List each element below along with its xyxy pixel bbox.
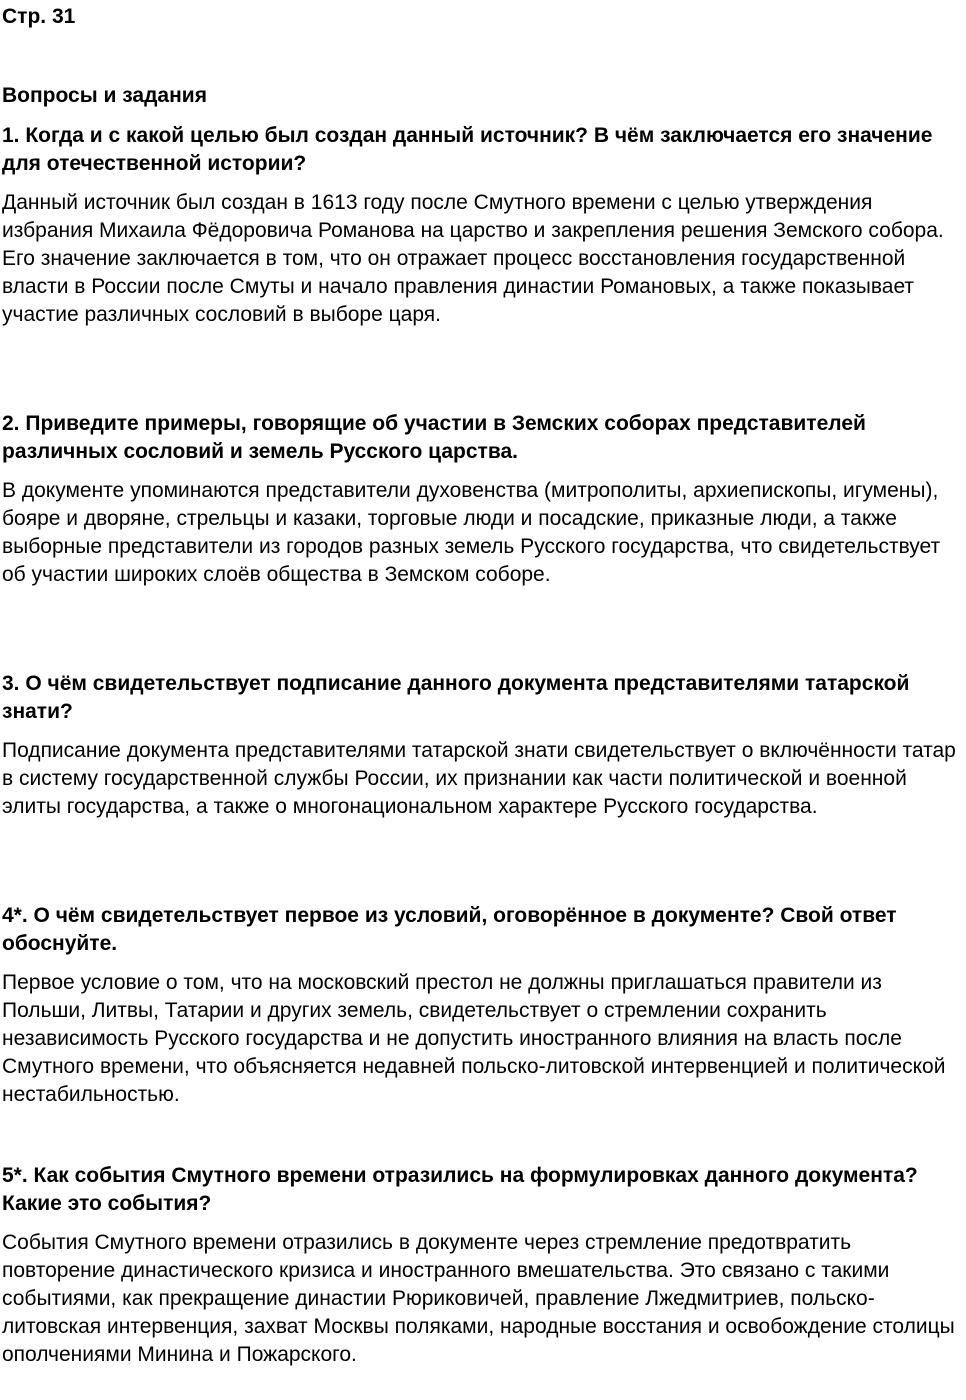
answer-4: Первое условие о том, что на московский престол не должны приглашаться правители из Польши, Литвы, Татарии и других земель, свидетельствует о стремлении сохранить независимость Русского государства и не допустить иностранного влияния на власть после Смутного времени, что объясняется недавней польско-литовской интервенцией и политической нестабильностью.: [2, 971, 946, 1106]
section-title: Вопросы и задания: [2, 84, 207, 107]
question-5: 5*. Как события Смутного времени отразились на формулировках данного документа? Какие это события?: [2, 1164, 918, 1215]
qa-block-1: [2, 122, 966, 329]
answer-2: В документе упоминаются представители духовенства (митрополиты, архиепископы, игумены), бояре и дворяне, стрельцы и казаки, торговые люди и посадские, приказные люди, а также выборные представители из городов разных земель Русского государства, что свидетельствует об участии широких слоёв общества в Земском соборе.: [2, 479, 941, 586]
answer-3: Подписание документа представителями татарской знати свидетельствует о включённости татар в систему государственной службы России, их признании как части политической и военной элиты государства, а также о многонациональном характере Русского государства.: [2, 739, 956, 818]
page-number: Стр. 31: [2, 5, 76, 28]
qa-block-4: [2, 902, 966, 1109]
qa-block-3: [2, 670, 966, 821]
question-3: 3. О чём свидетельствует подписание данного документа представителями татарской знати?: [2, 672, 910, 723]
answer-5: События Смутного времени отразились в документе через стремление предотвратить повторение династического кризиса и иностранного вмешательства. Это связано с такими событиями, как прекращение династии Рюриковичей, правление Лжедмитриев, польско-литовская интервенция, захват Москвы поляками, народные восстания и освобождение столицы ополчениями Минина и Пожарского.: [2, 1231, 955, 1366]
answer-1: Данный источник был создан в 1613 году после Смутного времени с целью утверждения избрания Михаила Фёдоровича Романова на царство и закрепления решения Земского собора. Его значение заключается в том, что он отражает процесс восстановления государственной власти в России после Смуты и начало правления династии Романовых, а также показывает участие различных сословий в выборе царя.: [2, 191, 944, 326]
question-4: 4*. О чём свидетельствует первое из условий, оговорённое в документе? Свой ответ обоснуйте.: [2, 904, 897, 955]
qa-block-5: [2, 1162, 966, 1369]
question-2: 2. Приведите примеры, говорящие об участии в Земских соборах представителей различных сословий и земель Русского царства.: [2, 412, 866, 463]
qa-block-2: [2, 410, 966, 589]
question-1: 1. Когда и с какой целью был создан данный источник? В чём заключается его значение для отечественной истории?: [2, 124, 933, 175]
